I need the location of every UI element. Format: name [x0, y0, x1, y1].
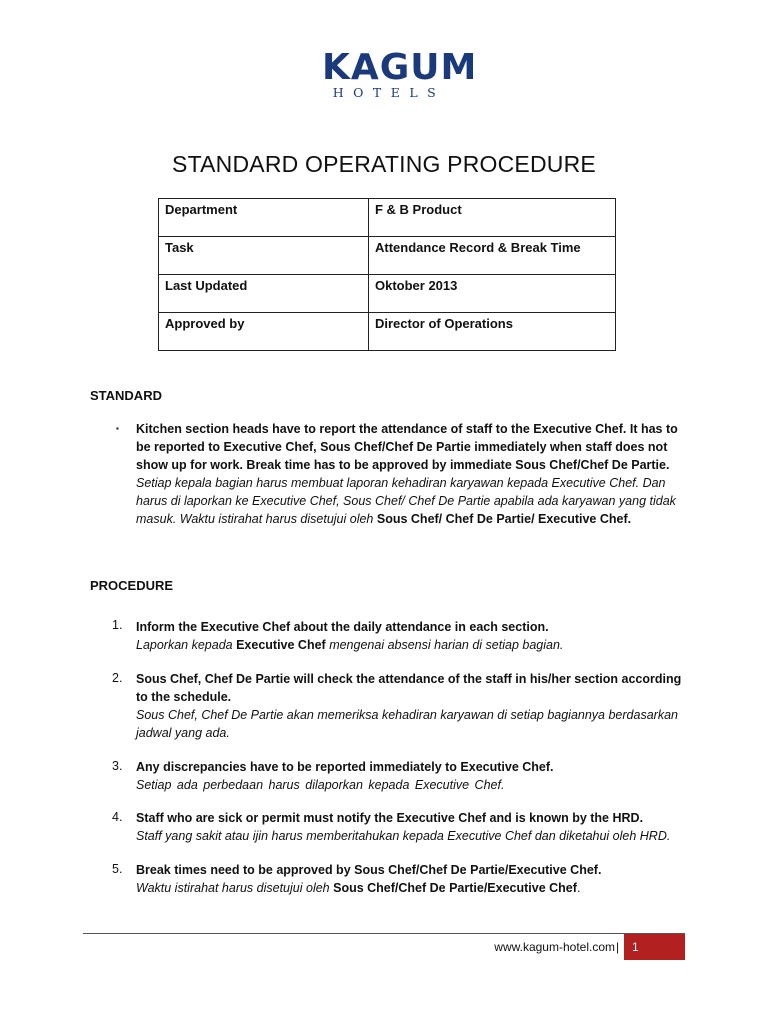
- table-row: [159, 199, 616, 237]
- step-indonesian: Setiap ada perbedaan harus dilaporkan kepada Executive Chef.: [136, 778, 505, 792]
- step-indonesian-text: Laporkan kepada: [136, 638, 237, 652]
- procedure-heading: PROCEDURE: [90, 578, 174, 593]
- logo-brand: KAGUM: [322, 47, 478, 88]
- step-number: 3.: [112, 759, 123, 773]
- step-number: 4.: [112, 810, 123, 824]
- standard-english: Kitchen section heads have to report the attendance of staff to the Executive Chef. It has to be reported to Executive Chef, Sous Chef/Chef De Partie immediately when staff does not show up for work. Break time has to be approved by immediate Sous Chef/Chef De Partie.: [136, 422, 678, 472]
- task-label: Task: [159, 237, 369, 275]
- step-indonesian-bold: Sous Chef/Chef De Partie/Executive Chef: [333, 881, 577, 895]
- step-number: 2.: [112, 671, 123, 685]
- step-indonesian-tail: .: [576, 881, 581, 895]
- step-english: Staff who are sick or permit must notify the Executive Chef and is known by the HRD.: [136, 811, 644, 825]
- info-table: [158, 198, 616, 351]
- step-indonesian: [136, 879, 682, 897]
- department-value: F & B Product: [369, 199, 616, 237]
- department-label: Department: [159, 199, 369, 237]
- approved-by-label: Approved by: [159, 313, 369, 351]
- page-number: 1: [632, 940, 639, 954]
- step-indonesian: Sous Chef, Chef De Partie akan memeriksa kehadiran karyawan di setiap bagiannya berdasarkan jadwal yang ada.: [136, 708, 678, 740]
- footer-divider: [83, 933, 685, 934]
- logo-subtitle: HOTELS: [332, 85, 446, 100]
- document-title: STANDARD OPERATING PROCEDURE: [172, 151, 596, 177]
- last-updated-label: Last Updated: [159, 275, 369, 313]
- approved-by-value: Director of Operations: [369, 313, 616, 351]
- table-row: [159, 275, 616, 313]
- step-english: Sous Chef, Chef De Partie will check the attendance of the staff in his/her section according to the schedule.: [136, 672, 682, 704]
- procedure-step-5: [136, 861, 682, 897]
- standard-indonesian: [136, 474, 682, 528]
- procedure-step-4: [136, 809, 682, 845]
- bullet-icon: ▪: [116, 424, 119, 433]
- step-english: Any discrepancies have to be reported immediately to Executive Chef.: [136, 760, 554, 774]
- step-indonesian: Staff yang sakit atau ijin harus memberitahukan kepada Executive Chef dan diketahui oleh HRD.: [136, 829, 671, 843]
- standard-indonesian-text: Setiap kepala bagian harus membuat laporan kehadiran karyawan kepada Executive Chef. Dan harus di laporkan ke Executive Chef, Sous Chef/ Chef De Partie apabila ada karyawan yang tidak masuk. Waktu istirahat harus disetujui oleh: [136, 476, 676, 526]
- standard-heading: STANDARD: [90, 388, 162, 403]
- step-indonesian-text: Waktu istirahat harus disetujui oleh: [136, 881, 334, 895]
- page-number-box: [624, 934, 685, 960]
- table-row: [159, 237, 616, 275]
- procedure-step-1: [136, 618, 682, 654]
- procedure-step-2: [136, 670, 682, 742]
- step-number: 5.: [112, 862, 123, 876]
- hotel-logo: [322, 47, 478, 100]
- standard-text: [136, 420, 682, 528]
- step-english: Inform the Executive Chef about the daily attendance in each section.: [136, 620, 549, 634]
- footer-url[interactable]: www.kagum-hotel.com: [494, 940, 615, 954]
- step-indonesian-tail: mengenai absensi harian di setiap bagian.: [325, 638, 564, 652]
- table-row: [159, 313, 616, 351]
- footer-separator: |: [616, 940, 620, 954]
- last-updated-value: Oktober 2013: [369, 275, 616, 313]
- task-value: Attendance Record & Break Time: [369, 237, 616, 275]
- step-english: Break times need to be approved by Sous Chef/Chef De Partie/Executive Chef.: [136, 863, 602, 877]
- step-indonesian: [136, 636, 682, 654]
- standard-indonesian-tail: Sous Chef/ Chef De Partie/ Executive Chef.: [376, 512, 632, 526]
- step-number: 1.: [112, 618, 123, 632]
- step-indonesian-bold: Executive Chef: [236, 638, 326, 652]
- procedure-step-3: [136, 758, 682, 794]
